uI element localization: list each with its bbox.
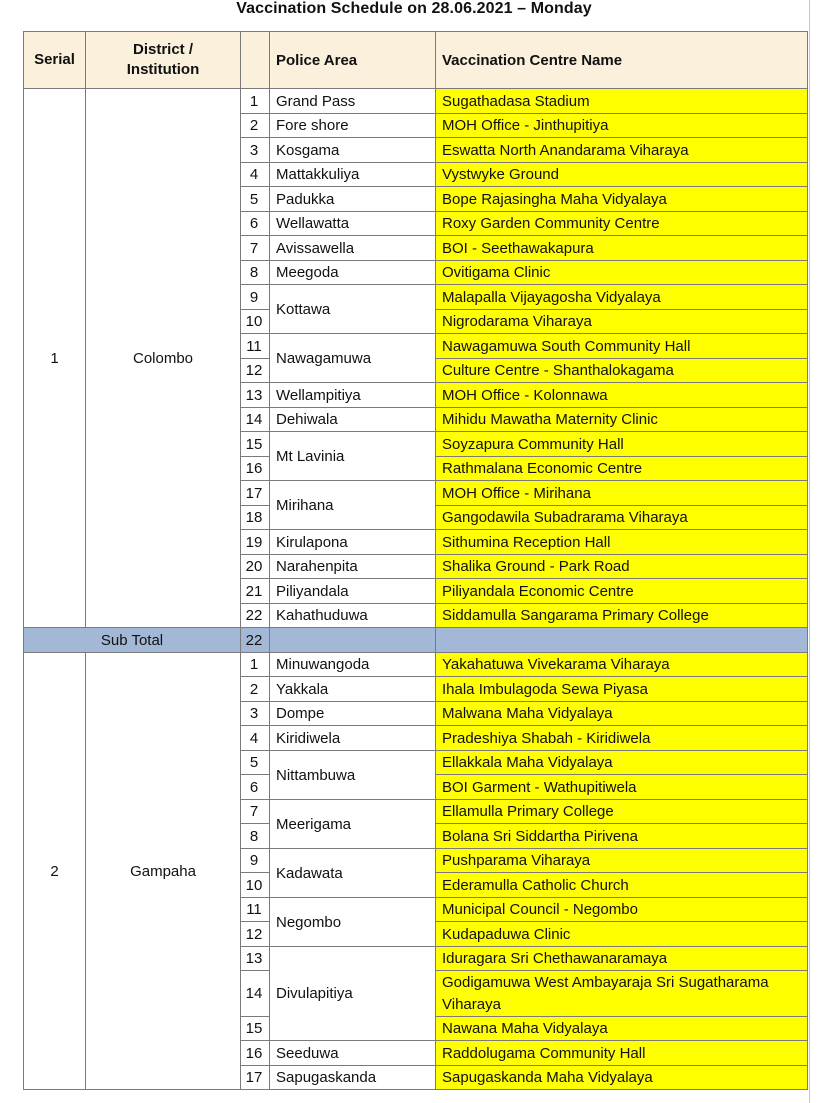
centre-cell: Yakahatuwa Vivekarama Viharaya [436,653,808,677]
centre-cell: Siddamulla Sangarama Primary College [436,604,808,628]
serial-cell: 2 [24,653,86,1090]
row-number: 11 [241,898,270,922]
centre-cell: Ihala Imbulagoda Sewa Piyasa [436,677,808,702]
centre-cell: Gangodawila Subadrarama Viharaya [436,506,808,530]
centre-cell: Ovitigama Clinic [436,261,808,285]
police-area-cell: Kosgama [270,138,436,163]
police-area-cell: Piliyandala [270,579,436,604]
district-cell: Gampaha [86,653,241,1090]
row-number: 1 [241,653,270,677]
row-number: 1 [241,89,270,114]
police-area-cell: Minuwangoda [270,653,436,677]
table-row [24,653,808,677]
header-district-line1: District / [132,41,193,58]
centre-cell: Sugathadasa Stadium [436,89,808,114]
row-number: 5 [241,187,270,212]
centre-cell: Piliyandala Economic Centre [436,579,808,604]
centre-cell: Nawagamuwa South Community Hall [436,334,808,359]
row-number: 21 [241,579,270,604]
row-number: 9 [241,849,270,873]
row-number: 16 [241,457,270,481]
row-number: 4 [241,163,270,187]
subtotal-label: Sub Total [24,628,241,653]
police-area-cell: Wellawatta [270,212,436,236]
police-area-cell: Kiridiwela [270,726,436,751]
police-area-cell: Narahenpita [270,555,436,579]
centre-cell: Kudapaduwa Clinic [436,922,808,947]
row-number: 6 [241,775,270,800]
table-row [24,89,808,114]
row-number: 7 [241,236,270,261]
vaccination-schedule-table [23,31,808,1090]
row-number: 4 [241,726,270,751]
header-row [24,32,808,89]
police-area-cell: Nawagamuwa [270,334,436,383]
centre-cell: MOH Office - Kolonnawa [436,383,808,408]
centre-cell: Vystwyke Ground [436,163,808,187]
serial-cell: 1 [24,89,86,628]
centre-cell: MOH Office - Mirihana [436,481,808,506]
centre-cell: Malwana Maha Vidyalaya [436,702,808,726]
centre-cell: Iduragara Sri Chethawanaramaya [436,947,808,971]
centre-cell: Eswatta North Anandarama Viharaya [436,138,808,163]
centre-cell: Ellamulla Primary College [436,800,808,824]
police-area-cell: Meegoda [270,261,436,285]
police-area-cell: Kadawata [270,849,436,898]
centre-cell: Nigrodarama Viharaya [436,310,808,334]
page-title: Vaccination Schedule on 28.06.2021 – Monday [236,0,592,17]
police-area-cell: Mt Lavinia [270,432,436,481]
police-area-cell: Meerigama [270,800,436,849]
centre-cell: Rathmalana Economic Centre [436,457,808,481]
row-number: 7 [241,800,270,824]
subtotal-count: 22 [241,628,270,653]
row-number: 17 [241,481,270,506]
row-number: 12 [241,922,270,947]
centre-cell: Sapugaskanda Maha Vidyalaya [436,1066,808,1090]
header-serial: Serial [24,32,86,89]
row-number: 10 [241,310,270,334]
subtotal-empty-cell [270,628,436,653]
centre-cell: Shalika Ground - Park Road [436,555,808,579]
row-number: 13 [241,947,270,971]
centre-cell: Municipal Council - Negombo [436,898,808,922]
row-number: 15 [241,432,270,457]
police-area-cell: Padukka [270,187,436,212]
page-edge-rule [809,0,810,1103]
row-number: 15 [241,1017,270,1041]
centre-cell: MOH Office - Jinthupitiya [436,114,808,138]
row-number: 8 [241,261,270,285]
centre-cell: Bolana Sri Siddartha Pirivena [436,824,808,849]
centre-cell: BOI - Seethawakapura [436,236,808,261]
centre-cell: Roxy Garden Community Centre [436,212,808,236]
police-area-cell: Dompe [270,702,436,726]
row-number: 17 [241,1066,270,1090]
police-area-cell: Wellampitiya [270,383,436,408]
subtotal-row [24,628,808,653]
row-number: 8 [241,824,270,849]
centre-cell: Pushparama Viharaya [436,849,808,873]
centre-cell: Ederamulla Catholic Church [436,873,808,898]
police-area-cell: Kirulapona [270,530,436,555]
police-area-cell: Divulapitiya [270,947,436,1041]
row-number: 20 [241,555,270,579]
row-number: 13 [241,383,270,408]
police-area-cell: Negombo [270,898,436,947]
police-area-cell: Sapugaskanda [270,1066,436,1090]
row-number: 10 [241,873,270,898]
row-number: 3 [241,138,270,163]
row-number: 11 [241,334,270,359]
police-area-cell: Nittambuwa [270,751,436,800]
police-area-cell: Mirihana [270,481,436,530]
centre-cell: Pradeshiya Shabah - Kiridiwela [436,726,808,751]
centre-cell: BOI Garment - Wathupitiwela [436,775,808,800]
police-area-cell: Dehiwala [270,408,436,432]
row-number: 2 [241,677,270,702]
centre-cell: Culture Centre - Shanthalokagama [436,359,808,383]
subtotal-empty-cell [436,628,808,653]
row-number: 18 [241,506,270,530]
row-number: 14 [241,408,270,432]
police-area-cell: Avissawella [270,236,436,261]
row-number: 19 [241,530,270,555]
centre-cell: Raddolugama Community Hall [436,1041,808,1066]
police-area-cell: Fore shore [270,114,436,138]
centre-cell: Malapalla Vijayagosha Vidyalaya [436,285,808,310]
centre-cell: Ellakkala Maha Vidyalaya [436,751,808,775]
centre-cell: Mihidu Mawatha Maternity Clinic [436,408,808,432]
centre-cell: Bope Rajasingha Maha Vidyalaya [436,187,808,212]
centre-cell: Sithumina Reception Hall [436,530,808,555]
police-area-cell: Kahathuduwa [270,604,436,628]
police-area-cell: Seeduwa [270,1041,436,1066]
row-number: 12 [241,359,270,383]
row-number: 16 [241,1041,270,1066]
header-police-area: Police Area [270,32,436,89]
row-number: 2 [241,114,270,138]
police-area-cell: Mattakkuliya [270,163,436,187]
header-district-line2: Institution [126,61,200,78]
centre-cell: Soyzapura Community Hall [436,432,808,457]
centre-cell: Nawana Maha Vidyalaya [436,1017,808,1041]
row-number: 3 [241,702,270,726]
header-number [241,32,270,89]
row-number: 9 [241,285,270,310]
row-number: 14 [241,971,270,1017]
police-area-cell: Kottawa [270,285,436,334]
row-number: 5 [241,751,270,775]
police-area-cell: Grand Pass [270,89,436,114]
row-number: 22 [241,604,270,628]
district-cell: Colombo [86,89,241,628]
row-number: 6 [241,212,270,236]
header-centre: Vaccination Centre Name [436,32,808,89]
police-area-cell: Yakkala [270,677,436,702]
centre-cell: Godigamuwa West Ambayaraja Sri Sugatharama Viharaya [436,971,808,1017]
header-district [86,32,241,89]
